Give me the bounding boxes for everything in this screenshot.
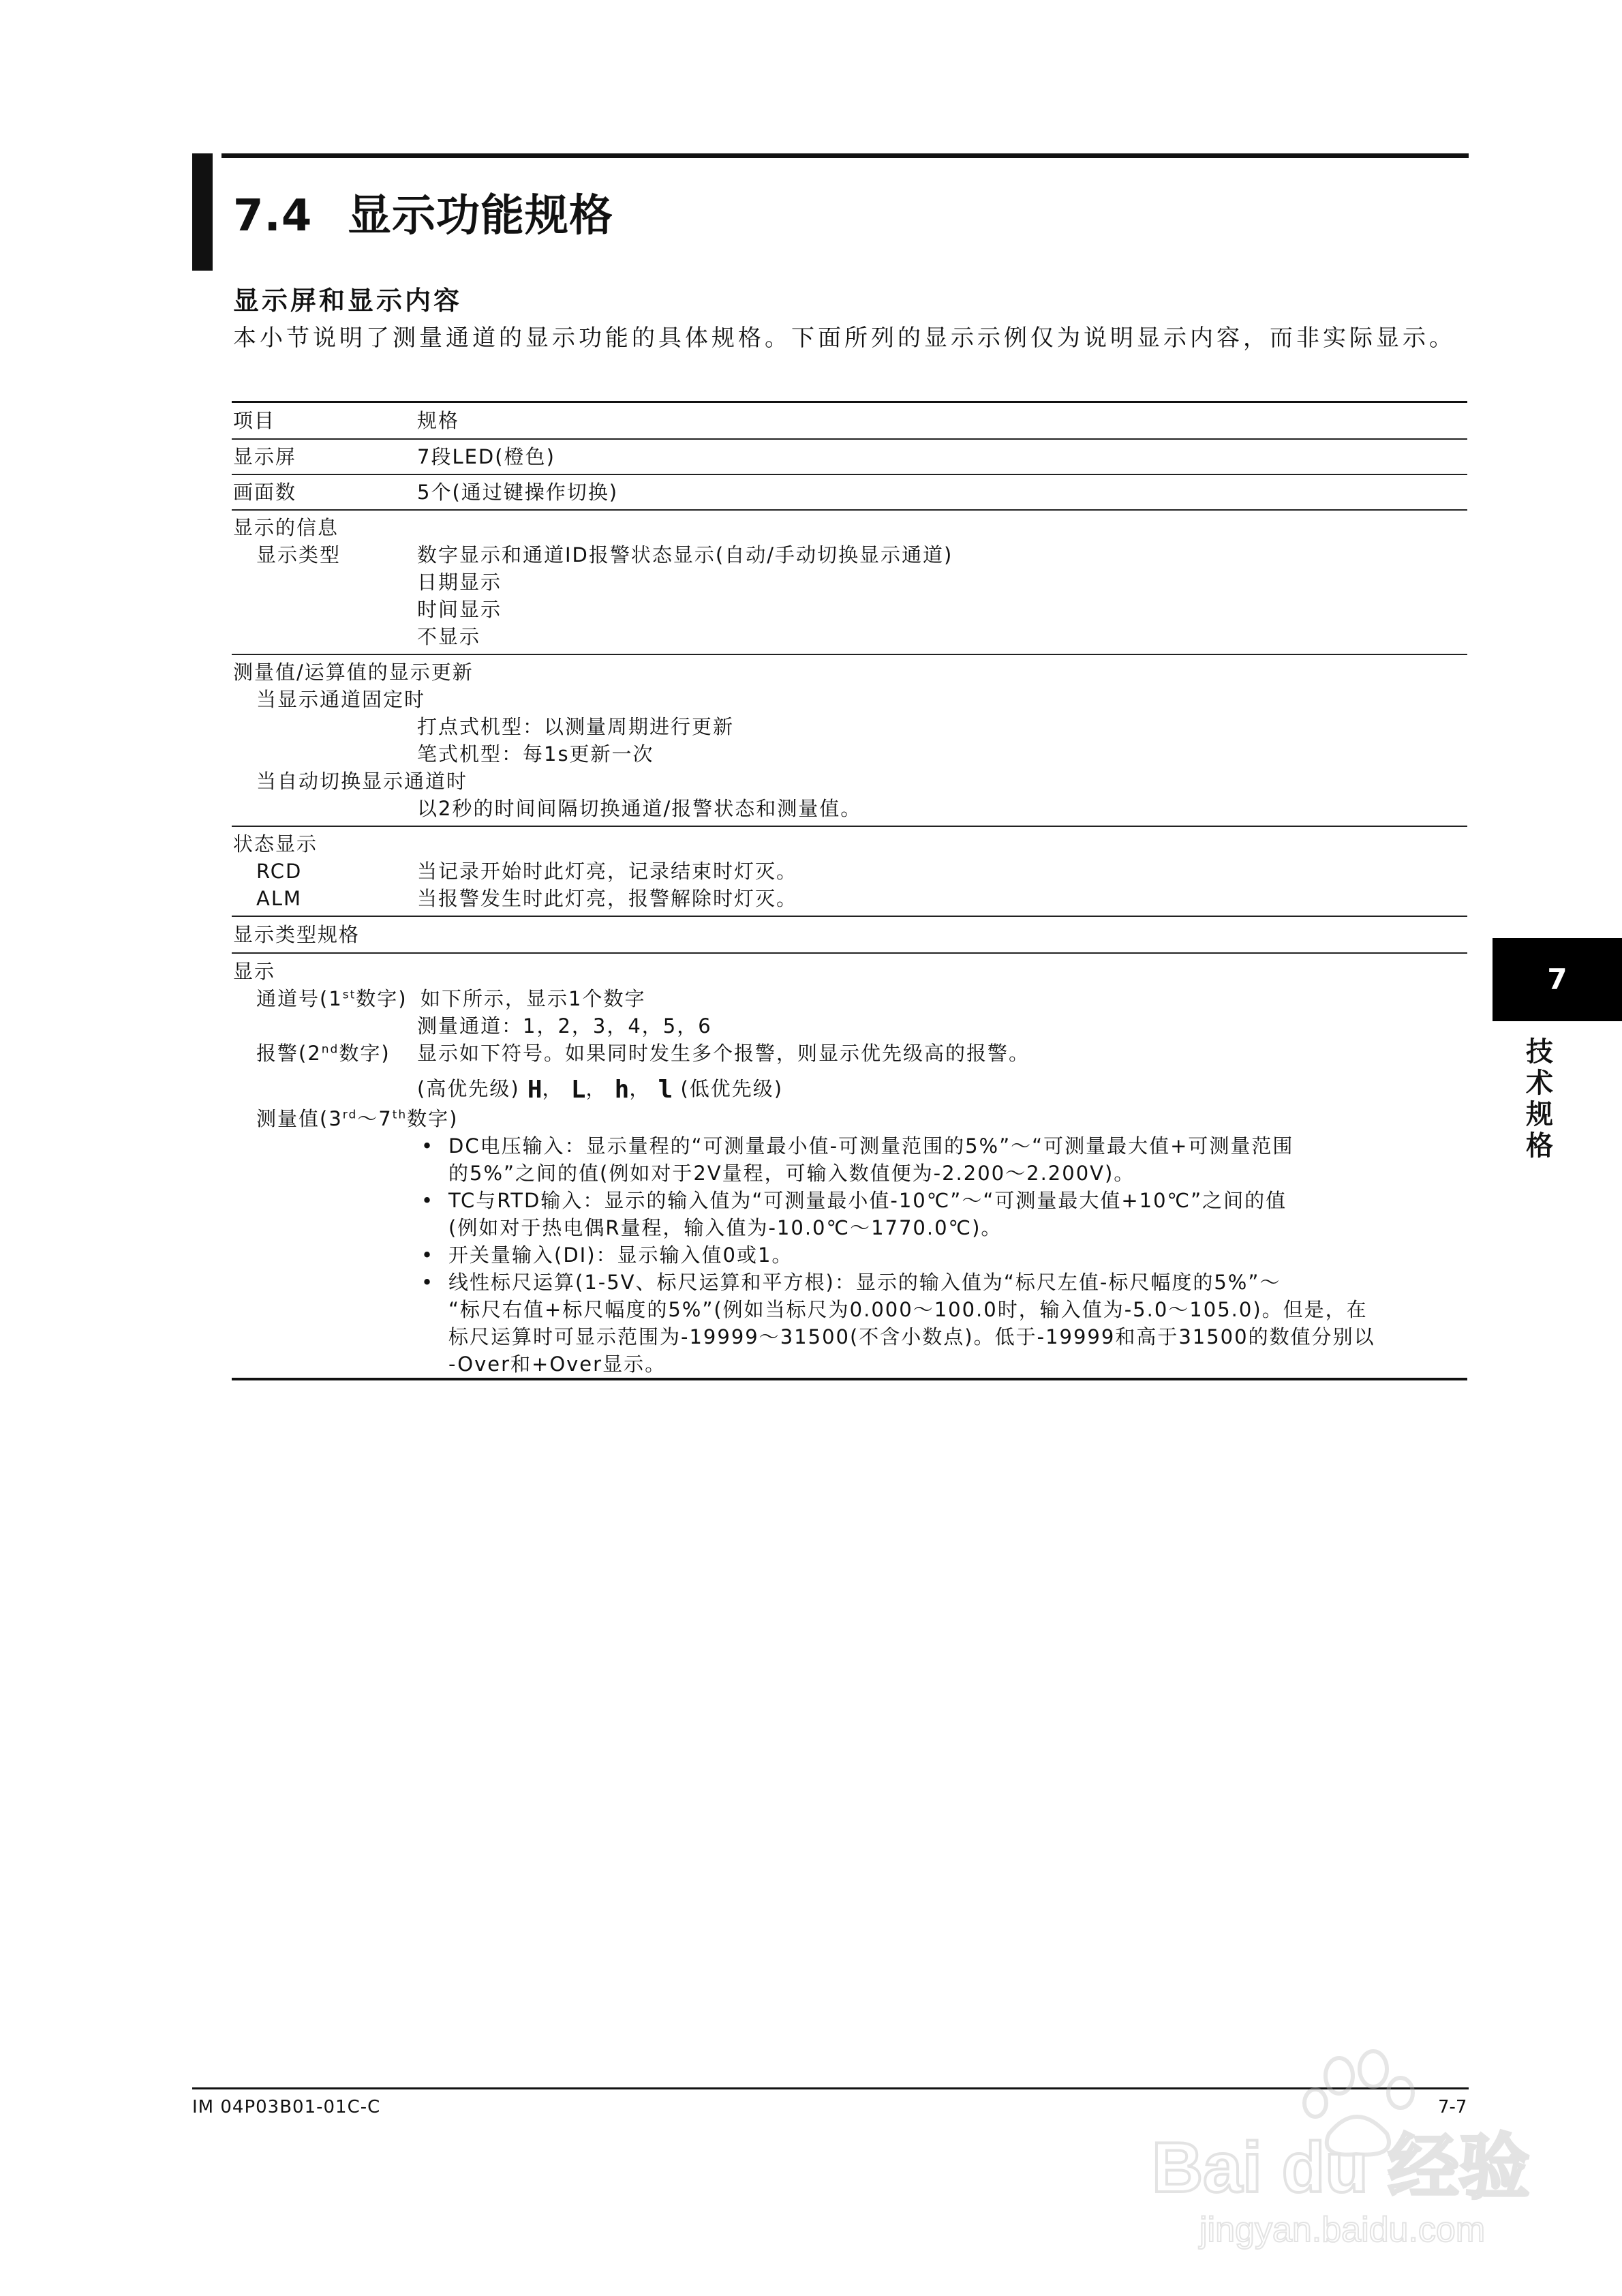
bullet-text: 开关量输入(DI)：显示输入值0或1。: [448, 1243, 793, 1267]
section-number: 7.4: [233, 191, 313, 241]
row-spec: 不显示: [417, 625, 481, 648]
table-row: [232, 440, 1467, 475]
header-item: 项目: [233, 409, 276, 432]
bullet-text: TC与RTD输入：显示的输入值为“可测量最小值-10℃”～“可测量最大值+10℃”之间的值: [448, 1189, 1287, 1212]
header-spec: 规格: [417, 409, 460, 432]
chapter-tab: 7: [1493, 938, 1622, 1021]
row-spec: 日期显示: [417, 571, 502, 594]
row-item: 显示: [233, 960, 276, 983]
row-spec: 7段LED(橙色): [417, 445, 555, 468]
led-symbol-l-diff: l: [658, 1076, 673, 1104]
baidu-watermark: [1152, 2045, 1533, 2250]
table-row: [232, 511, 1467, 655]
table-row: [232, 655, 1467, 827]
row-spec: 测量通道：1，2，3，4，5，6: [417, 1014, 712, 1038]
channel-label: 通道号(1st数字): [256, 987, 408, 1010]
section-bar: [192, 153, 213, 271]
section-title: [233, 181, 613, 243]
table-header-row: [232, 401, 1467, 440]
bullet-text: 线性标尺运算(1-5V、标尺运算和平方根)：显示的输入值为“标尺左值-标尺幅度的5%”～: [448, 1271, 1281, 1294]
led-symbol-h-diff: h: [614, 1076, 630, 1104]
row-subitem: 当显示通道固定时: [256, 688, 426, 711]
table-row: [232, 475, 1467, 511]
subheading: 显示屏和显示内容: [233, 286, 463, 316]
row-item: 状态显示: [233, 832, 318, 856]
led-symbol-l-low: L: [570, 1076, 586, 1104]
bullet-text: 标尺运算时可显示范围为-19999～31500(不含小数点)。低于-19999和高于31500的数值分别以: [448, 1325, 1375, 1348]
top-rule: [221, 153, 1469, 158]
chapter-label: 技术规格: [1526, 1036, 1553, 1162]
row-item: 显示屏: [233, 445, 297, 468]
bullet-text: DC电压输入：显示量程的“可测量最小值-可测量范围的5%”～“可测量最大值+可测量范围: [448, 1134, 1294, 1158]
table-row: [232, 917, 1467, 954]
intro-paragraph: 本小节说明了测量通道的显示功能的具体规格。下面所列的显示示例仅为说明显示内容，而非实际显示。: [233, 324, 1456, 352]
row-item: 测量值/运算值的显示更新: [233, 661, 474, 684]
bullet-text: (例如对于热电偶R量程，输入值为-10.0℃～1770.0℃)。: [448, 1216, 1003, 1239]
watermark-brand: Bai du 经验: [1152, 2128, 1530, 2207]
row-item: 显示的信息: [233, 516, 339, 539]
row-spec: 笔式机型：每1s更新一次: [417, 742, 654, 766]
rcd-label: RCD: [256, 860, 303, 883]
bullet-icon: •: [421, 1271, 435, 1294]
row-spec: 当报警发生时此灯亮，报警解除时灯灭。: [417, 887, 798, 910]
footer-page-number: 7-7: [1438, 2097, 1467, 2117]
table-row: [232, 954, 1467, 1380]
row-spec: 当记录开始时此灯亮，记录结束时灯灭。: [417, 860, 798, 883]
row-spec: 数字显示和通道ID报警状态显示(自动/手动切换显示通道): [417, 543, 953, 567]
alm-label: ALM: [256, 887, 303, 910]
alarm-label: 报警(2nd数字): [256, 1042, 391, 1065]
row-spec: 打点式机型：以测量周期进行更新: [417, 715, 735, 738]
bullet-icon: •: [421, 1243, 435, 1267]
value-label: 测量值(3rd～7th数字): [256, 1107, 459, 1130]
row-item: 画面数: [233, 481, 297, 504]
row-subitem: 当自动切换显示通道时: [256, 770, 468, 793]
watermark-url: jingyan.baidu.com: [1199, 2210, 1486, 2250]
spec-table: [232, 401, 1467, 1380]
row-spec: 以2秒的时间间隔切换通道/报警状态和测量值。: [417, 797, 862, 820]
bullet-text: 的5%”之间的值(例如对于2V量程，可输入数值便为-2.200～2.200V)。: [448, 1162, 1135, 1185]
table-row: [232, 827, 1467, 917]
led-symbol-h-high: H: [527, 1076, 542, 1104]
bullet-icon: •: [421, 1189, 435, 1212]
footer-doc-id: IM 04P03B01-01C-C: [192, 2097, 381, 2117]
row-spec: 时间显示: [417, 598, 502, 621]
bullet-icon: •: [421, 1134, 435, 1158]
row-item: 显示类型规格: [233, 923, 361, 946]
alarm-symbols: (高优先级) H， L， h， l (低优先级): [417, 1076, 784, 1104]
section-title-text: 显示功能规格: [348, 191, 613, 241]
row-subitem: 显示类型: [256, 543, 341, 567]
row-spec: 显示如下符号。如果同时发生多个报警，则显示优先级高的报警。: [417, 1042, 1030, 1065]
bullet-text: -Over和+Over显示。: [448, 1353, 667, 1376]
row-spec: 如下所示，显示1个数字: [420, 987, 646, 1010]
bullet-text: “标尺右值+标尺幅度的5%”(例如当标尺为0.000～100.0时，输入值为-5.0～105.0)。但是，在: [448, 1298, 1368, 1321]
row-spec: 5个(通过键操作切换): [417, 481, 619, 504]
